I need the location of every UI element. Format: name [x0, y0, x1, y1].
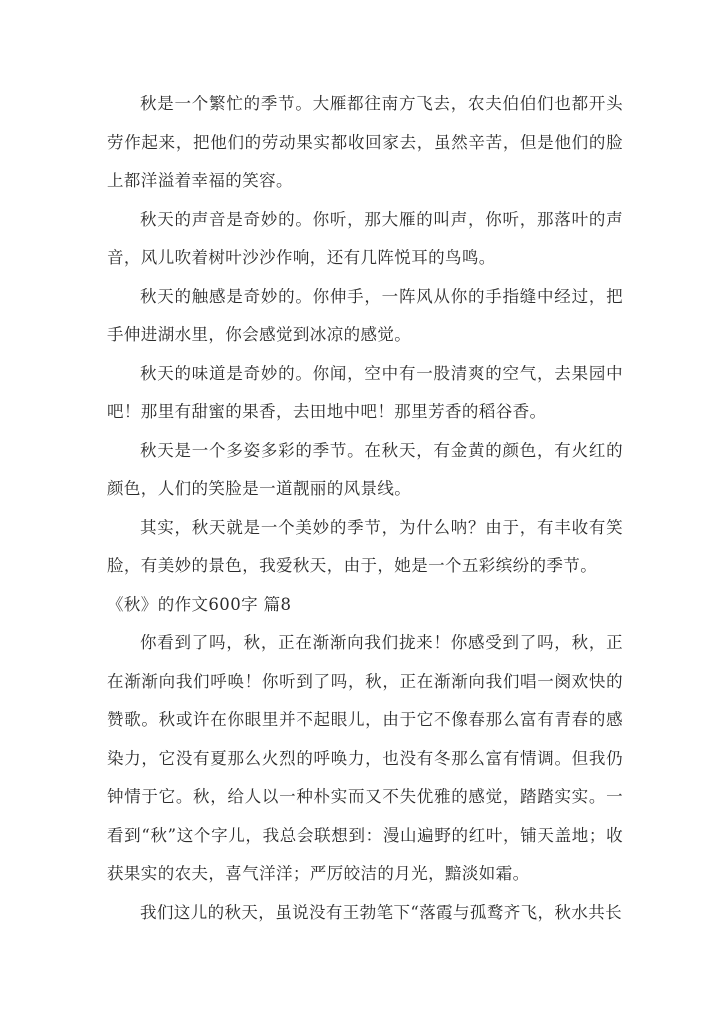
- paragraph-our-autumn: 我们这儿的秋天，虽说没有王勃笔下“落霞与孤鹜齐飞，秋水共长: [140, 902, 623, 922]
- paragraph-autumn-touch: 秋天的触感是奇妙的。你伸手，一阵风从你的手指缝中经过，把手伸进湖水里，你会感觉到冰凉的感觉。: [107, 286, 623, 344]
- paragraph-autumn-arrives: 你看到了吗，秋，正在渐渐向我们拢来！你感受到了吗，秋，正在渐渐向我们呼唤！你听到了吗，秋，正在渐渐向我们唱一阕欢快的赞歌。秋或许在你眼里并不起眼儿，由于它不像春那么富有青春的感染力，它没有夏那么火烈的呼唤力，也没有冬那么富有情调。但我仍钟情于它。秋，给人以一种朴实而又不失优雅的感觉，踏踏实实。一看到“秋”这个字儿，我总会联想到：漫山遍野的红叶，铺天盖地；收获果实的农夫，喜气洋洋；严厉皎洁的月光，黯淡如霜。: [107, 633, 623, 883]
- paragraph-autumn-sounds: 秋天的声音是奇妙的。你听，那大雁的叫声，你听，那落叶的声音，风儿吹着树叶沙沙作响，还有几阵悦耳的鸟鸣。: [107, 209, 623, 267]
- paragraph-busy-season: 秋是一个繁忙的季节。大雁都往南方飞去，农夫伯伯们也都开头劳作起来，把他们的劳动果实都收回家去，虽然辛苦，但是他们的脸上都洋溢着幸福的笑容。: [107, 94, 623, 190]
- paragraph-autumn-conclusion: 其实，秋天就是一个美妙的季节，为什么呐？由于，有丰收有笑脸，有美妙的景色，我爱秋天，由于，她是一个五彩缤纷的季节。: [107, 517, 623, 575]
- document-body: [107, 85, 623, 932]
- section-heading: 《秋》的作文600字 篇8: [107, 594, 292, 614]
- paragraph-autumn-colors: 秋天是一个多姿多彩的季节。在秋天，有金黄的颜色，有火红的颜色，人们的笑脸是一道靓丽的风景线。: [107, 440, 623, 498]
- paragraph-autumn-taste: 秋天的味道是奇妙的。你闻，空中有一股清爽的空气，去果园中吧！那里有甜蜜的果香，去田地中吧！那里芳香的稻谷香。: [107, 363, 623, 421]
